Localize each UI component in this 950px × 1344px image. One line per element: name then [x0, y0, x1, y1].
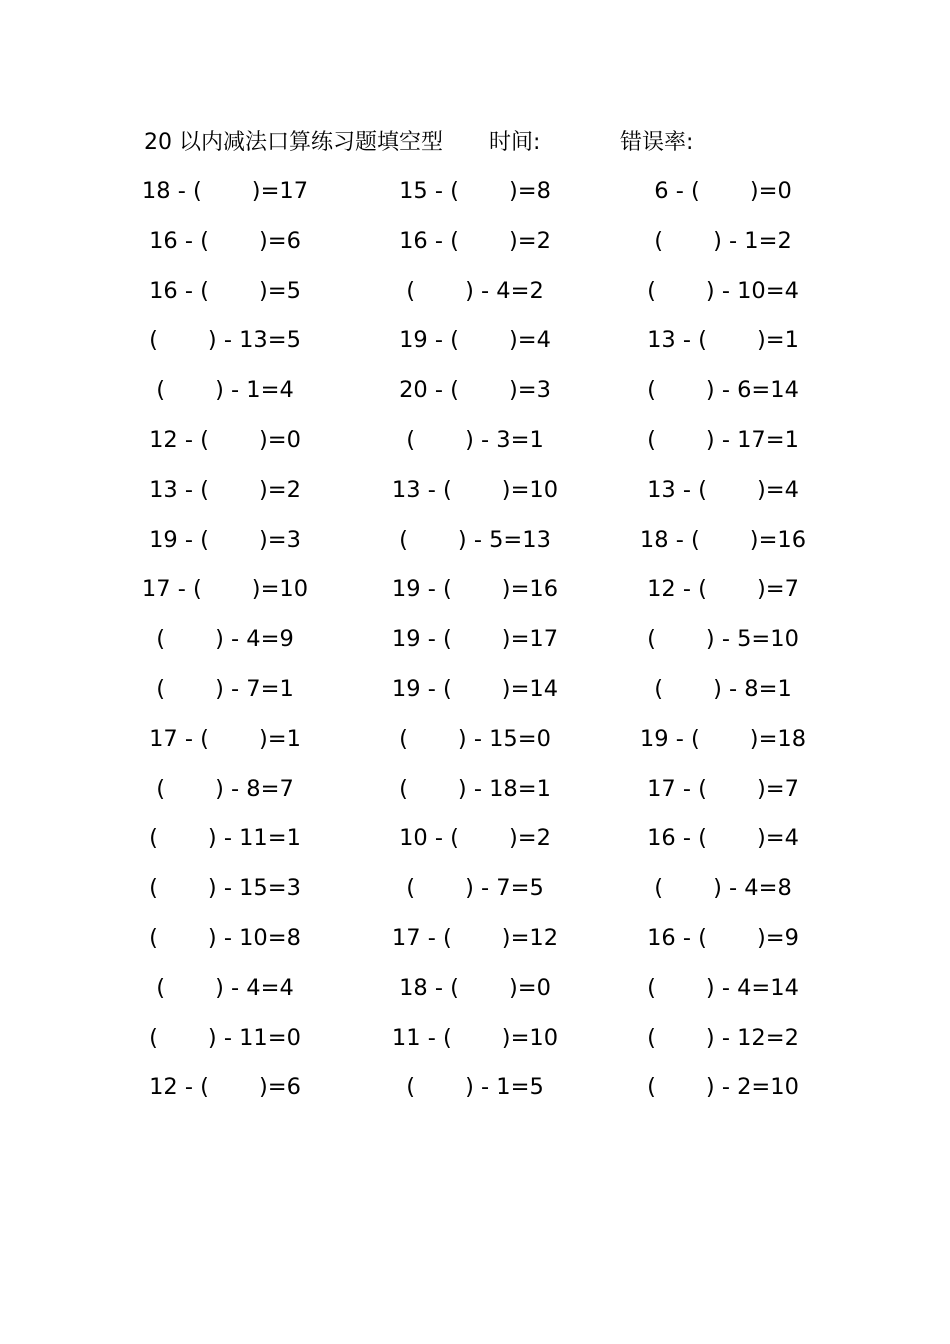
problem-row [0, 373, 950, 423]
problem-item: 18 - ( )=16 [639, 526, 807, 553]
problem-row [0, 921, 950, 971]
problem-row [0, 423, 950, 473]
problem-item: ( ) - 7=1 [156, 675, 294, 702]
problem-item: ( ) - 15=0 [399, 725, 551, 752]
problem-item: ( ) - 5=13 [399, 526, 551, 553]
problem-item: 19 - ( )=3 [149, 526, 301, 553]
problem-row [0, 672, 950, 722]
problem-item: ( ) - 10=8 [149, 924, 301, 951]
problem-item: ( ) - 6=14 [647, 377, 799, 404]
problem-row [0, 473, 950, 523]
worksheet-title: 20 以内减法口算练习题填空型 [144, 130, 443, 155]
problem-item: ( ) - 4=14 [647, 974, 799, 1001]
problem-item: 20 - ( )=3 [399, 377, 551, 404]
problem-item: 19 - ( )=14 [391, 675, 559, 702]
problem-item: 12 - ( )=7 [647, 576, 799, 603]
time-label: 时间: [489, 130, 541, 155]
problem-item: ( ) - 10=4 [647, 277, 799, 304]
problem-item: 12 - ( )=0 [149, 426, 301, 453]
problem-item: 18 - ( )=0 [399, 974, 551, 1001]
problem-item: ( ) - 3=1 [406, 426, 544, 453]
problem-item: ( ) - 1=2 [654, 227, 792, 254]
problem-row [0, 174, 950, 224]
problem-item: 16 - ( )=9 [647, 924, 799, 951]
problem-item: ( ) - 2=10 [647, 1074, 799, 1101]
problem-row [0, 1021, 950, 1071]
problem-item: 19 - ( )=4 [399, 327, 551, 354]
problem-item: 19 - ( )=18 [639, 725, 807, 752]
problem-item: 13 - ( )=2 [149, 476, 301, 503]
problem-item: ( ) - 5=10 [647, 626, 799, 653]
problem-item: 18 - ( )=17 [141, 178, 309, 204]
problem-row [0, 971, 950, 1021]
problem-item: ( ) - 1=5 [406, 1074, 544, 1101]
problem-item: ( ) - 12=2 [647, 1024, 799, 1051]
problem-grid [0, 174, 950, 1120]
problem-row [0, 323, 950, 373]
problem-row [0, 274, 950, 324]
problem-row [0, 523, 950, 573]
problem-item: ( ) - 8=7 [156, 775, 294, 802]
problem-row [0, 821, 950, 871]
problem-item: 16 - ( )=6 [149, 227, 301, 254]
problem-item: 17 - ( )=10 [141, 576, 309, 603]
problem-item: ( ) - 4=2 [406, 277, 544, 304]
problem-item: 16 - ( )=2 [399, 227, 551, 254]
problem-item: 10 - ( )=2 [399, 825, 551, 852]
problem-item: 13 - ( )=1 [647, 327, 799, 354]
problem-item: ( ) - 4=4 [156, 974, 294, 1001]
problem-row [0, 722, 950, 772]
problem-item: ( ) - 17=1 [647, 426, 799, 453]
problem-item: 13 - ( )=4 [647, 476, 799, 503]
problem-item: ( ) - 1=4 [156, 377, 294, 404]
problem-item: 12 - ( )=6 [149, 1074, 301, 1101]
problem-item: ( ) - 4=9 [156, 626, 294, 653]
problem-row [0, 871, 950, 921]
problem-item: 17 - ( )=12 [391, 924, 559, 951]
problem-item: ( ) - 11=1 [149, 825, 301, 852]
problem-item: ( ) - 8=1 [654, 675, 792, 702]
problem-item: 15 - ( )=8 [399, 178, 551, 204]
problem-item: 19 - ( )=16 [391, 576, 559, 603]
problem-item: ( ) - 18=1 [399, 775, 551, 802]
problem-item: ( ) - 15=3 [149, 875, 301, 902]
problem-item: 11 - ( )=10 [391, 1024, 559, 1051]
problem-row [0, 622, 950, 672]
problem-item: ( ) - 4=8 [654, 875, 792, 902]
problem-row [0, 572, 950, 622]
problem-row [0, 772, 950, 822]
problem-row [0, 1070, 950, 1120]
problem-item: 16 - ( )=4 [647, 825, 799, 852]
problem-item: ( ) - 7=5 [406, 875, 544, 902]
problem-item: 16 - ( )=5 [149, 277, 301, 304]
problem-item: ( ) - 13=5 [149, 327, 301, 354]
error-rate-label: 错误率: [620, 130, 694, 155]
problem-row [0, 224, 950, 274]
problem-item: 19 - ( )=17 [391, 626, 559, 653]
problem-item: 17 - ( )=7 [647, 775, 799, 802]
problem-item: 13 - ( )=10 [391, 476, 559, 503]
problem-item: 6 - ( )=0 [654, 178, 792, 204]
problem-item: ( ) - 11=0 [149, 1024, 301, 1051]
problem-item: 17 - ( )=1 [149, 725, 301, 752]
